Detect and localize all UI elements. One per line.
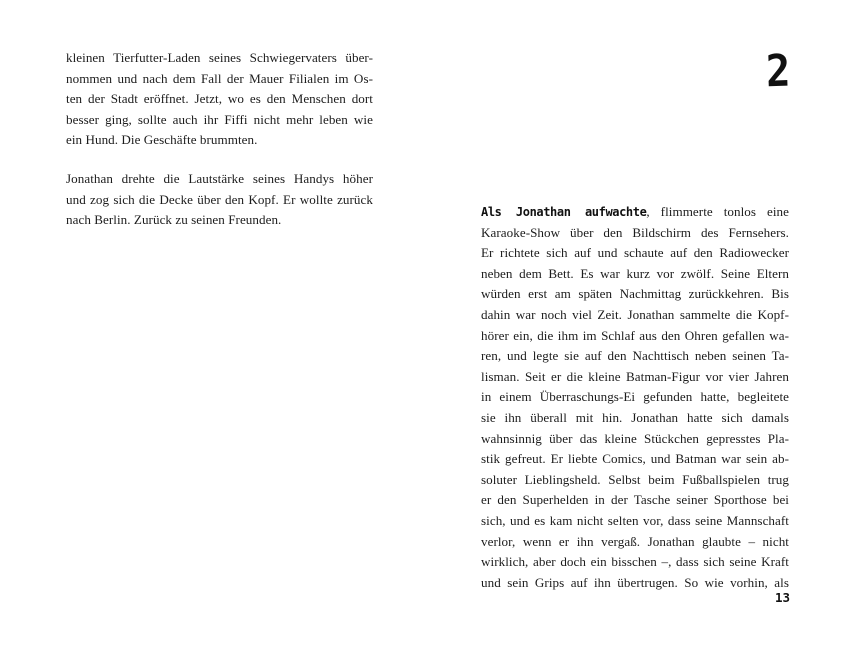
chapter-lead-in: Als Jonathan aufwachte xyxy=(481,205,647,219)
text-line: und sein Grips auf ihn übertrugen. So wie vorhin, als xyxy=(481,574,789,590)
text-line: wirklich, aber doch ein bisschen –, dass sich seine Kraft xyxy=(481,554,789,570)
text-line: besser ging, sollte auch ihr Fiffi nicht mehr leben wie xyxy=(66,111,373,127)
text-line: würden erst am späten Nachmittag zurückkehren. Bis xyxy=(481,286,789,302)
right-page-text xyxy=(481,202,789,593)
text-line-first xyxy=(481,202,789,223)
text-line: neben dem Bett. Es war kurz vor zwölf. Seine Eltern xyxy=(481,265,789,281)
paragraph xyxy=(66,48,373,151)
left-page-text xyxy=(66,48,373,231)
text-line: nommen und nach dem Fall der Mauer Filialen im Os- xyxy=(66,70,373,86)
paragraph xyxy=(66,169,373,231)
text-line: dahin war noch viel Zeit. Jonathan sammelte die Kopf- xyxy=(481,306,789,322)
page-number: 13 xyxy=(774,590,790,605)
text-line: nach Berlin. Zurück zu seinen Freunden. xyxy=(66,212,282,228)
left-page xyxy=(0,0,426,648)
text-line: Karaoke-Show über den Bildschirm des Fernsehers. xyxy=(481,224,789,240)
right-page xyxy=(426,0,853,648)
text-line: und zog sich die Decke über den Kopf. Er wollte zurück xyxy=(66,191,373,207)
text-line: hörer ein, die ihm im Schlaf aus den Ohren gefallen wa- xyxy=(481,327,789,343)
text-line: lisman. Seit er die kleine Batman-Figur vor vier Jahren xyxy=(481,368,789,384)
text-line: er den Superhelden in der Tasche seiner Sporthose bei xyxy=(481,492,789,508)
text-line: stik gefreut. Er liebte Comics, und Batman war sein ab- xyxy=(481,451,789,467)
text-line: in einem Überraschungs-Ei gefunden hatte, begleitete xyxy=(481,389,789,405)
text-line: Jonathan drehte die Lautstärke seines Handys höher xyxy=(66,170,373,186)
text-line: sie ihn überall mit hin. Jonathan hatte sich damals xyxy=(481,409,789,425)
text-line: ten der Stadt eröffnet. Jetzt, wo es den Menschen dort xyxy=(66,91,373,107)
text-line: verlor, wenn er ihn vergaß. Jonathan glaubte – nicht xyxy=(481,533,789,549)
first-line-rest: , flimmerte tonlos eine xyxy=(646,204,789,219)
paragraph-gap xyxy=(66,151,373,169)
chapter-number: 2 xyxy=(764,45,790,98)
text-line: soluter Lieblingsheld. Selbst beim Fußballspielen trug xyxy=(481,471,789,487)
text-line: Er richtete sich auf und schaute auf den Radiowecker xyxy=(481,245,789,261)
text-line: kleinen Tierfutter-Laden seines Schwiegervaters über- xyxy=(66,50,373,65)
text-line: sich, und es kam nicht selten vor, dass seine Mannschaft xyxy=(481,512,789,528)
text-line: ein Hund. Die Geschäfte brummten. xyxy=(66,132,258,148)
text-line: wahnsinnig über das kleine Stückchen gepresstes Pla- xyxy=(481,430,789,446)
text-line: ren, und legte sie auf den Nachttisch neben seinen Ta- xyxy=(481,348,789,364)
